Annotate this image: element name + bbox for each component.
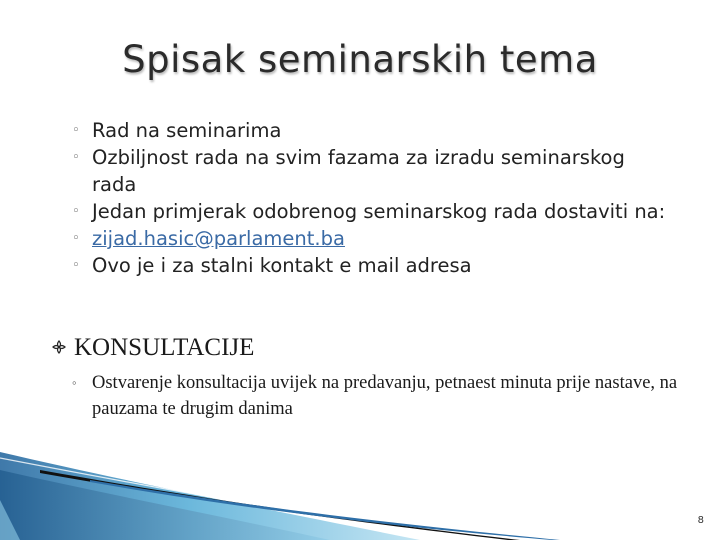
- consultation-bullet-list: [72, 370, 692, 422]
- email-link[interactable]: zijad.hasic@parlament.ba: [92, 227, 345, 250]
- list-item: [72, 198, 672, 225]
- hollow-circle-bullet-icon: ◦: [72, 231, 80, 246]
- list-item: [72, 370, 692, 422]
- hollow-circle-bullet-icon: ◦: [72, 150, 80, 165]
- hollow-circle-bullet-icon: ◦: [72, 204, 80, 219]
- hollow-circle-bullet-icon: ◦: [72, 258, 80, 273]
- list-item-text: Rad na seminarima: [92, 119, 282, 142]
- cross-flower-bullet-icon: [52, 340, 66, 354]
- list-item: [72, 252, 672, 279]
- list-item: [72, 144, 672, 198]
- list-item: [72, 225, 672, 252]
- slide-title: Spisak seminarskih tema: [122, 38, 598, 81]
- list-item-text: Ovo je i za stalni kontakt e mail adresa: [92, 254, 472, 277]
- section-heading-label: KONSULTACIJE: [74, 334, 255, 361]
- hollow-circle-bullet-icon: ◦: [72, 375, 77, 390]
- main-bullet-list: [72, 117, 672, 279]
- slide-number: 8: [697, 515, 704, 526]
- decorative-wave-graphic: [0, 440, 720, 540]
- list-item-text: Ostvarenje konsultacija uvijek na predavanju, petnaest minuta prije nastave, na pauzama te drugim danima: [92, 373, 678, 419]
- list-item-text: Jedan primjerak odobrenog seminarskog rada dostaviti na:: [92, 200, 666, 223]
- list-item: [72, 117, 672, 144]
- hollow-circle-bullet-icon: ◦: [72, 123, 80, 138]
- section-heading: [52, 334, 254, 362]
- list-item-text: Ozbiljnost rada na svim fazama za izradu seminarskog rada: [92, 146, 625, 196]
